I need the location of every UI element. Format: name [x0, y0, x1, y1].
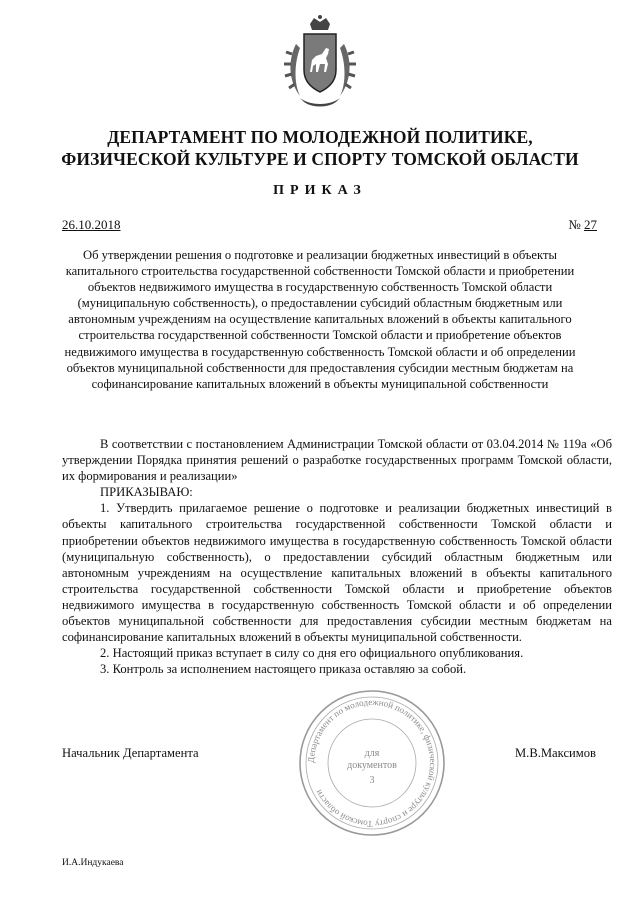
official-seal-stamp	[297, 688, 447, 838]
signature-name: М.В.Максимов	[514, 746, 596, 760]
department-title-line1: ДЕПАРТАМЕНТ ПО МОЛОДЕЖНОЙ ПОЛИТИКЕ,	[107, 127, 533, 147]
document-body	[62, 436, 612, 677]
document-number	[568, 217, 597, 233]
order-item-3: 3. Контроль за исполнением настоящего приказа оставляю за собой.	[100, 662, 467, 677]
order-item-2: 2. Настоящий приказ вступает в силу со дня его официального опубликования.	[100, 646, 524, 661]
number-value: 27	[584, 217, 597, 232]
tomsk-region-coat-of-arms-icon	[282, 14, 358, 110]
seal-center-line1: для	[364, 748, 380, 759]
document-subject: Об утверждении решения о подготовке и реализации бюджетных инвестиций в объекты капитального строительства государственной собственности Томской области и приобретении объектов недвижимого имущества в государственную собственность Томской области (муниципальную собственность), о предоставлении субсидий областным бюджетным или автономным учреждениям на осуществление капитальных вложений в объекты капитального строительства государственной собственности Томской области и приобретение объектов недвижимого имущества в государственную собственность Томской области и об определении объектов муниципальной собственности для предоставления субсидии местным бюджетам на софинансирование капитальных вложений в объекты муниципальной собственности	[64, 248, 576, 391]
seal-center-line2: документов	[347, 760, 397, 771]
seal-center-number: 3	[369, 775, 375, 786]
order-word: ПРИКАЗЫВАЮ:	[100, 485, 193, 500]
order-item-1: 1. Утвердить прилагаемое решение о подготовке и реализации бюджетных инвестиций в объекты капитального строительства государственной собственности Томской области и приобретении объектов недвижимого имущества в государственную собственность Томской области (муниципальную собственность), о предоставлении субсидий областным бюджетным или автономным учреждениям на осуществление капитальных вложений в объекты капитального строительства государственной собственности Томской области и приобретение объектов недвижимого имущества в государственную собственность Томской области и об определении объектов муниципальной собственности для предоставления субсидии местным бюджетам на софинансирование капитальных вложений в объекты муниципальной собственности.	[62, 501, 612, 645]
department-title-line2: ФИЗИЧЕСКОЙ КУЛЬТУРЕ И СПОРТУ ТОМСКОЙ ОБЛАСТИ	[61, 149, 579, 169]
seal-outer-text: Департамент по молодежной политике, физической культуре и спорту Томской области	[305, 696, 439, 830]
department-title	[0, 126, 640, 170]
preamble-paragraph: В соответствии с постановлением Администрации Томской области от 03.04.2014 № 119а «Об утверждении Порядка принятия решений о разработке государственных программ Томской области, их формирования и реализации»	[62, 437, 612, 484]
number-prefix: №	[568, 217, 584, 232]
document-date: 26.10.2018	[62, 217, 121, 232]
signature-role: Начальник Департамента	[62, 746, 199, 760]
executor-name: И.А.Индукаева	[62, 858, 124, 868]
document-type-title: ПРИКАЗ	[273, 183, 367, 198]
